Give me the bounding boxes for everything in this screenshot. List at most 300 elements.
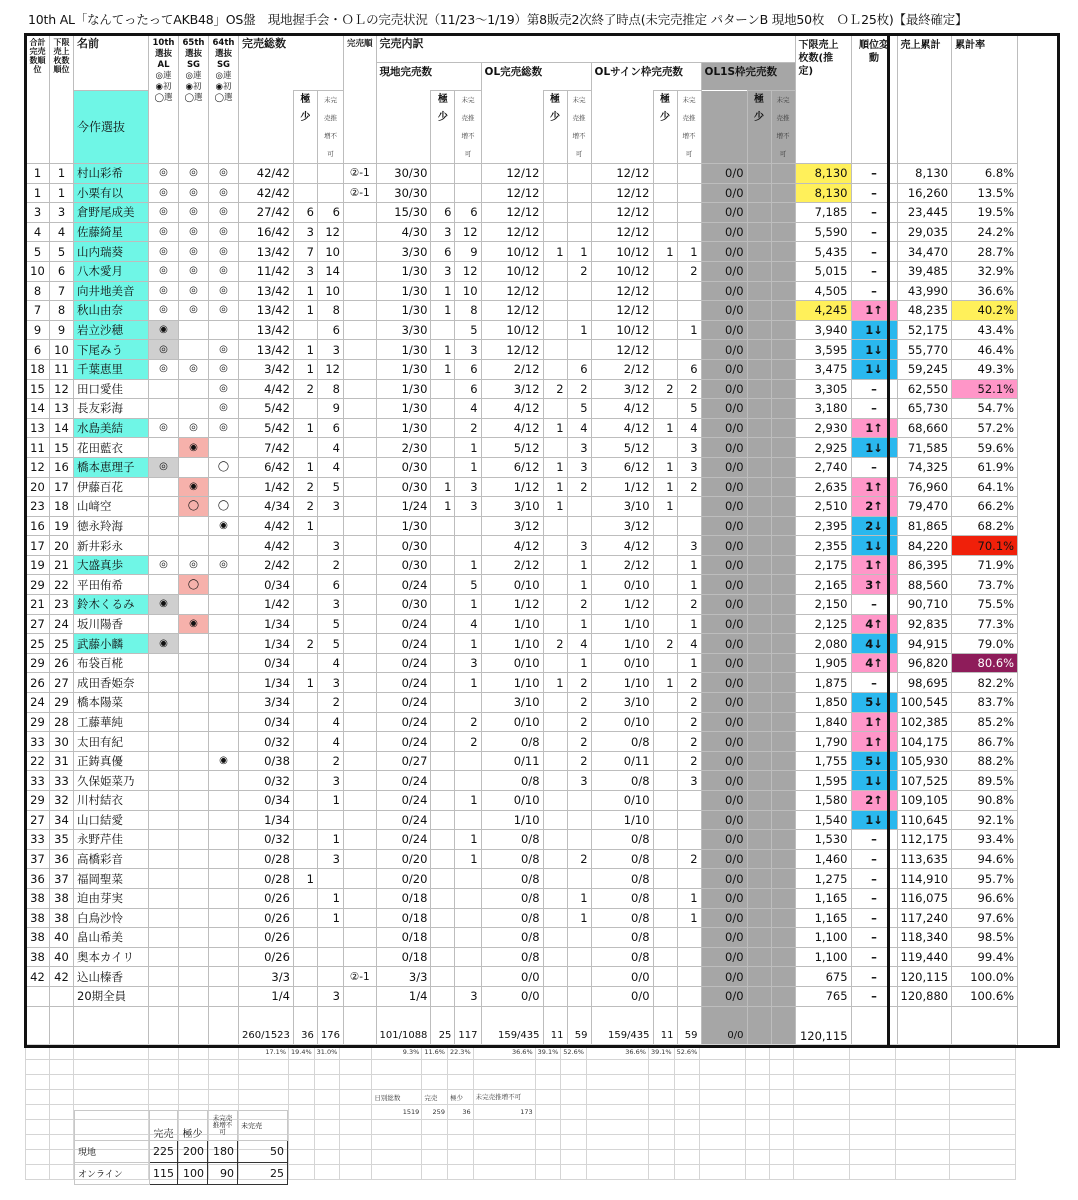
cell-ol-goku <box>543 791 567 811</box>
header-ol1s-goku: 極少 <box>747 91 771 164</box>
cell-ol1s-mikan <box>771 810 795 830</box>
cell-local-goku <box>431 712 455 732</box>
cell-total-mikan <box>317 869 343 889</box>
cell-total-mikan <box>317 947 343 967</box>
cell-cum-sales: 71,585 <box>897 438 952 458</box>
cell-rank: 15 <box>26 379 50 399</box>
cell-cum-rate: 43.4% <box>952 320 1018 340</box>
cell-sign-goku <box>653 830 677 850</box>
cell-total: 13/42 <box>239 281 294 301</box>
total-sm: 59 <box>677 1006 701 1045</box>
cell-sg64 <box>209 947 239 967</box>
cell-ol1s-goku <box>747 320 771 340</box>
cell-lower-rank: 8 <box>50 301 74 321</box>
cell-order <box>344 242 377 262</box>
cell-lower-sales: 2,150 <box>795 595 851 615</box>
cell-rank-change: – <box>851 967 897 987</box>
cell-sign: 0/10 <box>591 712 653 732</box>
cell-sign-goku <box>653 222 677 242</box>
cell-ol-goku <box>543 359 567 379</box>
cell-total-goku: 1 <box>293 359 317 379</box>
header-total-sold: 完売総数 <box>239 35 344 63</box>
cell-lower-sales: 2,930 <box>795 418 851 438</box>
cell-ol-goku <box>543 888 567 908</box>
cell-local-mikan: 1 <box>455 791 481 811</box>
cell-lower-sales: 3,475 <box>795 359 851 379</box>
cell-ol1s-goku <box>747 751 771 771</box>
cell-lower-sales: 8,130 <box>795 183 851 203</box>
cell-sg64 <box>209 888 239 908</box>
cell-ol1s-goku <box>747 575 771 595</box>
cell-sign: 4/12 <box>591 536 653 556</box>
cell-cum-sales: 114,910 <box>897 869 952 889</box>
cell-local: 1/30 <box>376 399 431 419</box>
cell-sign-goku <box>653 693 677 713</box>
cell-ol1s-mikan <box>771 536 795 556</box>
cell-local-goku <box>431 379 455 399</box>
cell-sg64 <box>209 928 239 948</box>
cell-sign-mikan <box>677 301 701 321</box>
cell-cum-sales: 112,175 <box>897 830 952 850</box>
total-blank <box>179 1006 209 1045</box>
cell-rank: 1 <box>26 183 50 203</box>
cell-local-goku: 6 <box>431 242 455 262</box>
cell-lower-sales: 1,275 <box>795 869 851 889</box>
cell-order <box>344 340 377 360</box>
cell-ol1s-mikan <box>771 888 795 908</box>
cell-lower-sales: 1,595 <box>795 771 851 791</box>
cell-lower-rank: 30 <box>50 732 74 752</box>
cell-total-goku: 2 <box>293 497 317 517</box>
cell-total: 13/42 <box>239 301 294 321</box>
cell-rank-change: – <box>851 673 897 693</box>
cell-ol1s-mikan <box>771 183 795 203</box>
cell-sg65 <box>179 928 209 948</box>
cell-local: 0/18 <box>376 888 431 908</box>
cell-rank: 8 <box>26 281 50 301</box>
cell-al10 <box>149 888 179 908</box>
cell-ol: 0/0 <box>481 967 543 987</box>
table-row <box>26 693 1018 713</box>
cell-ol1s-goku <box>747 183 771 203</box>
cell-sg65 <box>179 732 209 752</box>
cell-sg64: ◎ <box>209 242 239 262</box>
cell-sg64 <box>209 673 239 693</box>
summary-online-sold: 115 <box>150 1163 178 1185</box>
total-blank <box>74 1006 149 1045</box>
cell-name: 佐藤綺星 <box>74 222 149 242</box>
cell-lower-rank: 38 <box>50 908 74 928</box>
cell-ol1s-mikan <box>771 340 795 360</box>
cell-lower-rank: 32 <box>50 791 74 811</box>
cell-sign-mikan: 1 <box>677 614 701 634</box>
cell-ol-goku <box>543 967 567 987</box>
cell-cum-sales: 43,990 <box>897 281 952 301</box>
cell-sg64 <box>209 967 239 987</box>
cell-total-goku: 1 <box>293 301 317 321</box>
cell-ol1s: 0/0 <box>701 830 747 850</box>
cell-sign-mikan: 2 <box>677 712 701 732</box>
cell-total-mikan: 3 <box>317 849 343 869</box>
cell-name: 白鳥沙怜 <box>74 908 149 928</box>
cell-ol1s-goku <box>747 693 771 713</box>
cell-ol1s: 0/0 <box>701 477 747 497</box>
cell-sg64 <box>209 830 239 850</box>
cell-local-mikan: 1 <box>455 673 481 693</box>
cell-sign: 0/8 <box>591 732 653 752</box>
cell-lower-sales: 1,580 <box>795 791 851 811</box>
pct-tm: 31.0% <box>314 1045 340 1060</box>
cell-local: 0/24 <box>376 614 431 634</box>
cell-local-goku <box>431 575 455 595</box>
cell-total: 0/34 <box>239 712 294 732</box>
table-row <box>26 732 1018 752</box>
cell-local-goku <box>431 536 455 556</box>
cell-ol: 4/12 <box>481 536 543 556</box>
cell-rank-change: 4↓ <box>851 634 897 654</box>
cell-name: 永野芹佳 <box>74 830 149 850</box>
cell-local-mikan: 4 <box>455 614 481 634</box>
cell-sign-mikan <box>677 869 701 889</box>
cell-ol-mikan <box>567 497 591 517</box>
cell-order <box>344 947 377 967</box>
cell-order: ②-1 <box>344 967 377 987</box>
cell-lower-sales: 765 <box>795 986 851 1006</box>
cell-rank-change: – <box>851 947 897 967</box>
cell-order <box>344 830 377 850</box>
total-ol: 159/435 <box>481 1006 543 1045</box>
summary-row-label-online: オンライン <box>75 1163 150 1185</box>
cell-ol1s: 0/0 <box>701 751 747 771</box>
cell-local: 0/18 <box>376 947 431 967</box>
cell-ol1s-goku <box>747 771 771 791</box>
cell-cum-sales: 90,710 <box>897 595 952 615</box>
cell-sign-mikan: 6 <box>677 359 701 379</box>
summary-online-mikan: 25 <box>238 1163 288 1185</box>
cell-ol-mikan: 1 <box>567 575 591 595</box>
cell-local: 0/24 <box>376 653 431 673</box>
cell-total-mikan <box>317 810 343 830</box>
cell-lower-sales: 1,165 <box>795 888 851 908</box>
cell-local-goku <box>431 810 455 830</box>
cell-local-mikan <box>455 536 481 556</box>
cell-ol1s: 0/0 <box>701 379 747 399</box>
cell-cum-sales: 98,695 <box>897 673 952 693</box>
table-row <box>26 281 1018 301</box>
cell-cum-rate: 95.7% <box>952 869 1018 889</box>
cell-sign-goku <box>653 575 677 595</box>
cell-sign-mikan: 2 <box>677 693 701 713</box>
cell-local-goku <box>431 399 455 419</box>
cell-rank-change: 5↓ <box>851 693 897 713</box>
header-al10 <box>149 35 179 164</box>
cell-total-mikan: 9 <box>317 399 343 419</box>
total-sg: 11 <box>653 1006 677 1045</box>
cell-cum-rate: 66.2% <box>952 497 1018 517</box>
cell-ol1s-goku <box>747 164 771 184</box>
cell-ol-goku <box>543 947 567 967</box>
cell-local-mikan <box>455 771 481 791</box>
cell-total-goku <box>293 693 317 713</box>
cell-ol: 3/10 <box>481 693 543 713</box>
cell-local-goku <box>431 164 455 184</box>
cell-ol: 0/10 <box>481 575 543 595</box>
cell-total: 3/42 <box>239 359 294 379</box>
cell-lower-sales: 1,875 <box>795 673 851 693</box>
cell-rank-change: 4↑ <box>851 614 897 634</box>
cell-al10 <box>149 928 179 948</box>
cell-local-mikan: 2 <box>455 712 481 732</box>
cell-al10: ◎ <box>149 457 179 477</box>
cell-name: 伊藤百花 <box>74 477 149 497</box>
cell-ol1s-mikan <box>771 261 795 281</box>
cell-cum-rate: 28.7% <box>952 242 1018 262</box>
summary-online-goku: 100 <box>178 1163 208 1185</box>
cell-cum-rate: 36.6% <box>952 281 1018 301</box>
cell-lower-rank: 36 <box>50 849 74 869</box>
cell-local-mikan: 5 <box>455 320 481 340</box>
cell-rank-change: – <box>851 203 897 223</box>
cell-lower-sales: 5,015 <box>795 261 851 281</box>
cell-total: 1/42 <box>239 477 294 497</box>
cell-total-mikan: 4 <box>317 457 343 477</box>
cell-ol1s-goku <box>747 653 771 673</box>
legend-ren-2: ◎連 <box>185 71 202 81</box>
cell-ol-goku <box>543 732 567 752</box>
cell-total-goku <box>293 712 317 732</box>
cell-sign-goku <box>653 320 677 340</box>
header-rank: 合計完売数順位 <box>26 35 50 164</box>
cell-al10 <box>149 947 179 967</box>
cell-cum-rate: 90.8% <box>952 791 1018 811</box>
cell-local-mikan: 1 <box>455 830 481 850</box>
cell-lower-sales: 3,940 <box>795 320 851 340</box>
cell-sign-mikan: 1 <box>677 575 701 595</box>
cell-total-mikan: 6 <box>317 418 343 438</box>
cell-total: 13/42 <box>239 340 294 360</box>
cell-local: 0/30 <box>376 555 431 575</box>
cell-local-goku: 3 <box>431 222 455 242</box>
cell-order <box>344 261 377 281</box>
cell-sign-mikan: 2 <box>677 379 701 399</box>
cell-ol: 12/12 <box>481 301 543 321</box>
cell-sg65 <box>179 634 209 654</box>
cell-sg65 <box>179 986 209 1006</box>
table-row <box>26 183 1018 203</box>
cell-al10 <box>149 379 179 399</box>
cell-rank-change: 1↓ <box>851 810 897 830</box>
cell-ol: 6/12 <box>481 457 543 477</box>
cell-sg64 <box>209 908 239 928</box>
cell-ol1s-goku <box>747 869 771 889</box>
cell-ol-goku <box>543 516 567 536</box>
cell-ol-goku <box>543 595 567 615</box>
cell-rank: 12 <box>26 457 50 477</box>
cell-ol1s-mikan <box>771 575 795 595</box>
cell-rank: 29 <box>26 653 50 673</box>
cell-al10 <box>149 791 179 811</box>
cell-sign: 12/12 <box>591 340 653 360</box>
cell-al10 <box>149 712 179 732</box>
cell-lower-rank: 1 <box>50 183 74 203</box>
cell-ol1s-goku <box>747 418 771 438</box>
cell-ol-mikan: 2 <box>567 751 591 771</box>
cell-sign-mikan <box>677 183 701 203</box>
cell-sg65: ◎ <box>179 418 209 438</box>
cell-sign: 12/12 <box>591 164 653 184</box>
cell-ol: 4/12 <box>481 399 543 419</box>
cell-ol: 12/12 <box>481 281 543 301</box>
cell-sign-mikan: 3 <box>677 438 701 458</box>
cell-sign-goku <box>653 203 677 223</box>
cell-sg65 <box>179 673 209 693</box>
cell-ol-mikan: 2 <box>567 732 591 752</box>
cell-ol1s-goku <box>747 536 771 556</box>
cell-ol1s-goku <box>747 359 771 379</box>
legend-ren: ◎連 <box>155 71 172 81</box>
cell-local: 1/30 <box>376 301 431 321</box>
page-title: 10th AL「なんてったってAKB48」OS盤 現地握手会・ＯＬの完売状況（11/23〜1/19）第8販売2次終了時点(未完売推定 パターンB 現地50枚 ＯＬ25枚)【最終確定】 <box>28 12 968 27</box>
cell-ol-mikan <box>567 869 591 889</box>
cell-total: 13/42 <box>239 320 294 340</box>
cell-total: 7/42 <box>239 438 294 458</box>
total-blank <box>344 1006 377 1045</box>
cell-sg65 <box>179 810 209 830</box>
cell-name: 橋本恵理子 <box>74 457 149 477</box>
cell-ol: 0/8 <box>481 928 543 948</box>
cell-sg65: ◯ <box>179 497 209 517</box>
cell-local-goku <box>431 830 455 850</box>
cell-order <box>344 320 377 340</box>
cell-sign-mikan: 1 <box>677 555 701 575</box>
cell-order <box>344 379 377 399</box>
table-row <box>26 967 1018 987</box>
cell-total: 1/42 <box>239 595 294 615</box>
cell-sign: 0/0 <box>591 967 653 987</box>
cell-total: 6/42 <box>239 457 294 477</box>
cell-ol1s-mikan <box>771 164 795 184</box>
cell-rank: 22 <box>26 751 50 771</box>
cell-al10: ◎ <box>149 340 179 360</box>
header-sg64-label: 64th選抜SG <box>212 38 235 70</box>
cell-cum-rate: 6.8% <box>952 164 1018 184</box>
cell-cum-rate: 49.3% <box>952 359 1018 379</box>
cell-lower-rank: 40 <box>50 947 74 967</box>
cell-ol: 10/12 <box>481 320 543 340</box>
cell-ol1s: 0/0 <box>701 183 747 203</box>
table-row <box>26 908 1018 928</box>
table-row <box>26 477 1018 497</box>
header-total-blank <box>239 91 294 164</box>
cell-rank: 6 <box>26 340 50 360</box>
cell-local: 3/30 <box>376 242 431 262</box>
cell-total-mikan <box>317 928 343 948</box>
cell-ol1s-mikan <box>771 222 795 242</box>
cell-total-mikan: 3 <box>317 536 343 556</box>
cell-al10 <box>149 810 179 830</box>
cell-order <box>344 928 377 948</box>
cell-lower-rank: 17 <box>50 477 74 497</box>
cell-cum-rate: 70.1% <box>952 536 1018 556</box>
cell-local-mikan: 10 <box>455 281 481 301</box>
cell-total-mikan: 2 <box>317 751 343 771</box>
cell-ol-goku: 2 <box>543 379 567 399</box>
cell-lower-sales: 2,395 <box>795 516 851 536</box>
cell-rank-change: 5↓ <box>851 751 897 771</box>
cell-rank: 38 <box>26 888 50 908</box>
cell-total-mikan: 3 <box>317 986 343 1006</box>
cell-local-mikan <box>455 928 481 948</box>
cell-cum-sales: 105,930 <box>897 751 952 771</box>
cell-order <box>344 438 377 458</box>
cell-ol: 0/8 <box>481 888 543 908</box>
cell-cum-sales: 88,560 <box>897 575 952 595</box>
cell-lower-rank: 23 <box>50 595 74 615</box>
total-os: 159/435 <box>591 1006 653 1045</box>
cell-total: 3/34 <box>239 693 294 713</box>
cell-ol1s-goku <box>747 399 771 419</box>
cell-ol1s-mikan <box>771 399 795 419</box>
cell-ol-mikan: 2 <box>567 849 591 869</box>
cell-name: 千葉恵里 <box>74 359 149 379</box>
total-blank <box>149 1006 179 1045</box>
cell-local-goku: 6 <box>431 203 455 223</box>
cell-total: 27/42 <box>239 203 294 223</box>
header-order: 完売順 <box>344 35 377 164</box>
cell-ol1s-mikan <box>771 595 795 615</box>
cell-rank: 25 <box>26 634 50 654</box>
cell-rank: 3 <box>26 203 50 223</box>
cell-ol1s-mikan <box>771 301 795 321</box>
total-om: 59 <box>567 1006 591 1045</box>
cell-local-mikan: 2 <box>455 732 481 752</box>
cell-sg64: ◎ <box>209 555 239 575</box>
cell-local-mikan: 1 <box>455 555 481 575</box>
cell-ol-goku <box>543 712 567 732</box>
cell-ol: 0/11 <box>481 751 543 771</box>
cell-lower-rank: 37 <box>50 869 74 889</box>
cell-rank: 1 <box>26 164 50 184</box>
cell-total-mikan: 1 <box>317 830 343 850</box>
cell-ol1s-goku <box>747 791 771 811</box>
header-ol-goku: 極少 <box>543 91 567 164</box>
cell-sg65 <box>179 712 209 732</box>
cell-lower-sales: 1,165 <box>795 908 851 928</box>
cell-sign-mikan <box>677 791 701 811</box>
cell-local-goku: 1 <box>431 477 455 497</box>
cell-rank-change: 1↑ <box>851 477 897 497</box>
cell-total-goku: 3 <box>293 261 317 281</box>
cell-total: 16/42 <box>239 222 294 242</box>
cell-sg65: ◎ <box>179 555 209 575</box>
cell-cum-rate: 57.2% <box>952 418 1018 438</box>
table-row <box>26 849 1018 869</box>
cell-ol-goku: 2 <box>543 634 567 654</box>
cell-al10: ◎ <box>149 281 179 301</box>
cell-total: 0/26 <box>239 888 294 908</box>
cell-cum-sales: 23,445 <box>897 203 952 223</box>
cell-ol1s-mikan <box>771 320 795 340</box>
cell-sign-mikan <box>677 222 701 242</box>
cell-local-mikan: 1 <box>455 849 481 869</box>
table-row <box>26 634 1018 654</box>
cell-sg65 <box>179 947 209 967</box>
stat-label-mikan: 未完売推増不可 <box>473 1090 535 1105</box>
stat-label-daily: 日別総数 <box>372 1090 422 1105</box>
cell-rank: 9 <box>26 320 50 340</box>
cell-local-goku <box>431 673 455 693</box>
cell-order <box>344 810 377 830</box>
